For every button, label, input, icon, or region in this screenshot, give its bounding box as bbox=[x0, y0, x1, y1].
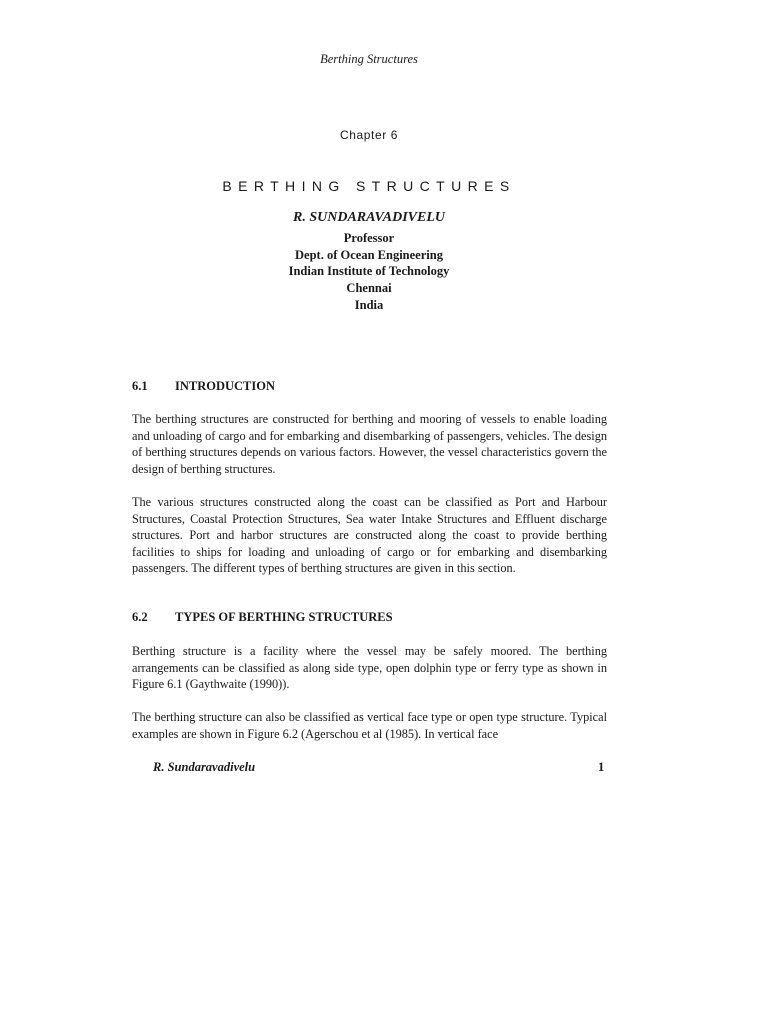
author-affiliation bbox=[0, 230, 738, 314]
paragraph-text: The various structures constructed along the coast can be classified as Port and Harbour Structures, Coastal Protection Structures, Sea water Intake Structures and Effluent discharge structures. Port and harbor structures are constructed along the coast to provide berthing facilities to ships for loading and unloading of cargo or for embarking and disembarking passengers. The different types of berthing structures are given in this section. bbox=[132, 495, 607, 576]
paragraph bbox=[132, 411, 607, 477]
author-country: India bbox=[354, 297, 384, 312]
section-number: 6.2 bbox=[132, 610, 148, 624]
author-institute: Indian Institute of Technology bbox=[288, 264, 450, 279]
section-title: INTRODUCTION bbox=[175, 379, 276, 393]
paragraph-text: Berthing structure is a facility where the vessel may be safely moored. The berthing arrangements can be classified as along side type, open dolphin type or ferry type as shown in Figure 6.1 (Gaythwaite (1990)). bbox=[132, 644, 607, 692]
section-heading-types bbox=[132, 610, 393, 625]
section-number: 6.1 bbox=[132, 379, 148, 393]
paragraph bbox=[132, 709, 607, 742]
page-title: BERTHING STRUCTURES bbox=[222, 178, 516, 194]
page-number: 1 bbox=[598, 760, 605, 774]
author-city: Chennai bbox=[346, 281, 392, 296]
footer-author: R. Sundaravadivelu bbox=[153, 760, 256, 774]
author-department: Dept. of Ocean Engineering bbox=[295, 247, 443, 262]
author-role: Professor bbox=[343, 231, 395, 245]
paragraph bbox=[132, 494, 607, 577]
running-header: Berthing Structures bbox=[320, 52, 418, 66]
paragraph-text: The berthing structures are constructed for berthing and mooring of vessels to enable loading and unloading of cargo and for embarking and disembarking of passengers, vehicles. The design of berthing structures depends on various factors. However, the vessel characteristics govern the design of berthing structures. bbox=[132, 412, 607, 476]
paragraph-text: The berthing structure can also be classified as vertical face type or open type structure. Typical examples are shown in Figure 6.2 (Agerschou et al (1985). In vertical face bbox=[132, 710, 607, 741]
author-name: R. SUNDARAVADIVELU bbox=[293, 210, 445, 225]
section-heading-introduction bbox=[132, 379, 275, 394]
chapter-label: Chapter 6 bbox=[339, 128, 399, 142]
paragraph bbox=[132, 643, 607, 693]
section-title: TYPES OF BERTHING STRUCTURES bbox=[175, 610, 393, 624]
